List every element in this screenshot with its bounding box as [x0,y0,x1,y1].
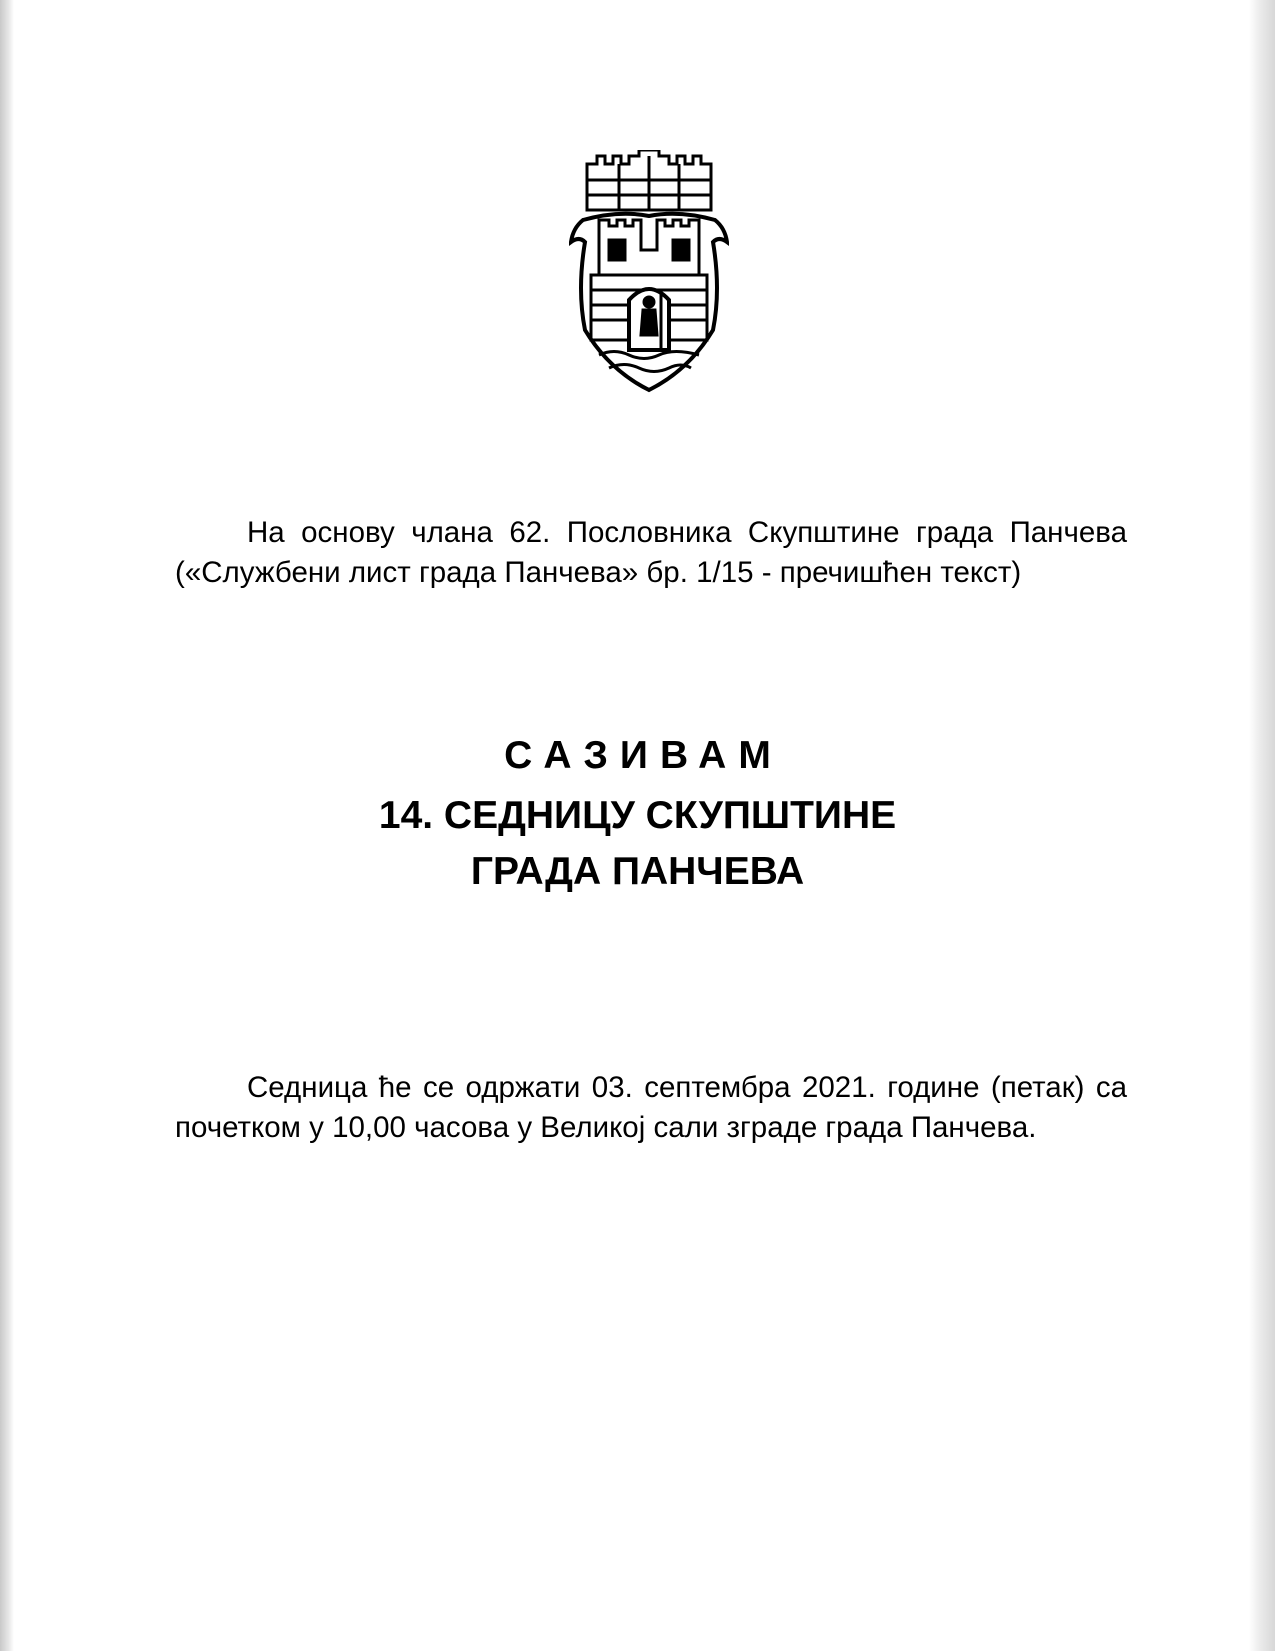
intro-paragraph-text: На основу члана 62. Пословника Скупштине града Панчева («Службени лист града Панчева» бр. 1/15 - пречишћен текст) [175,516,1127,589]
heading-convene: САЗИВАМ [504,734,783,777]
heading-session: 14. СЕДНИЦУ СКУПШТИНЕ [378,794,897,837]
session-paragraph [175,1068,1127,1148]
pancevo-coat-of-arms-icon [569,150,729,398]
session-paragraph-text: Седница ће се одржати 03. септембра 2021. године (петак) са почетком у 10,00 часова у Великој сали зграде града Панчева. [175,1071,1127,1144]
intro-paragraph [175,513,1127,593]
heading-city: ГРАДА ПАНЧЕВА [470,850,805,893]
